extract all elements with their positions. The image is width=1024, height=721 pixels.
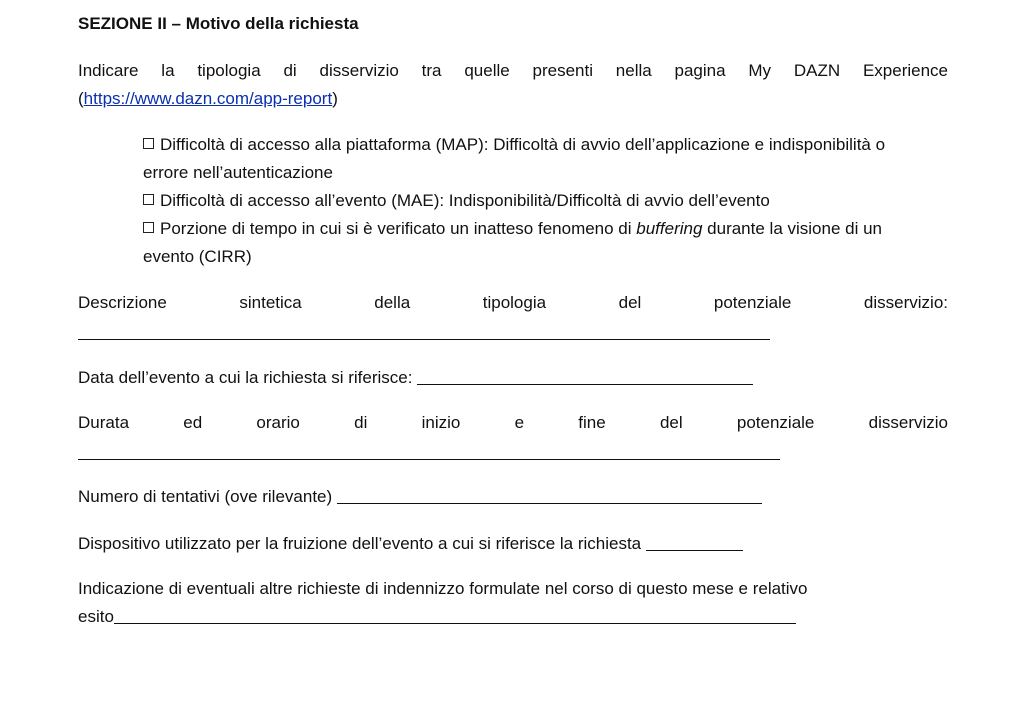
input-descrizione[interactable] (78, 339, 770, 340)
input-data-evento[interactable] (417, 366, 753, 385)
label-altre-richieste-line-2: esito (78, 607, 114, 626)
row-dispositivo (78, 530, 948, 558)
app-report-link[interactable]: https://www.dazn.com/app-report (83, 89, 333, 108)
option-cirr-post: durante la visione di un (702, 219, 882, 238)
label-data-evento: Data dell’evento a cui la richiesta si riferisce: (78, 368, 413, 387)
intro-paren-open: ( (78, 89, 84, 108)
checkbox-mae[interactable] (143, 194, 154, 205)
intro-line-1: Indicare la tipologia di disservizio tra quelle presenti nella pagina My DAZN Experience (78, 61, 948, 80)
input-dispositivo[interactable] (646, 532, 743, 551)
label-dispositivo: Dispositivo utilizzato per la fruizione dell’evento a cui si riferisce la richiesta (78, 534, 642, 553)
checkbox-map[interactable] (143, 138, 154, 149)
input-tentativi[interactable] (337, 485, 762, 504)
label-tentativi: Numero di tentativi (ove rilevante) (78, 487, 333, 506)
input-durata[interactable] (78, 459, 780, 460)
intro-line-2 (78, 85, 948, 113)
section-title: SEZIONE II – Motivo della richiesta (78, 14, 359, 33)
row-tentativi (78, 483, 948, 511)
option-map-line-2: errore nell’autenticazione (143, 163, 333, 182)
option-mae (143, 187, 948, 215)
option-cirr-em: buffering (636, 219, 703, 238)
row-data-evento (78, 364, 948, 392)
label-descrizione: Descrizione sintetica della tipologia del potenziale disservizio: (78, 293, 948, 312)
option-mae-line-1: Difficoltà di accesso all’evento (MAE): Indisponibilità/Difficoltà di avvio dell’evento (160, 191, 770, 210)
option-map-line-1: Difficoltà di accesso alla piattaforma (MAP): Difficoltà di avvio dell’applicazione e indisponibilità o (160, 135, 886, 154)
label-durata: Durata ed orario di inizio e fine del potenziale disservizio (78, 413, 948, 432)
option-cirr-pre: Porzione di tempo in cui si è verificato un inatteso fenomeno di (160, 219, 637, 238)
label-altre-richieste-line-1: Indicazione di eventuali altre richieste di indennizzo formulate nel corso di questo mese e relativo (78, 579, 808, 598)
checkbox-cirr[interactable] (143, 222, 154, 233)
row-altre-richieste (78, 603, 948, 631)
option-cirr-line-2: evento (CIRR) (143, 247, 252, 266)
option-cirr (143, 215, 948, 243)
intro-paren-close: ) (332, 89, 338, 108)
option-map (143, 131, 948, 159)
input-altre-richieste[interactable] (114, 605, 796, 624)
